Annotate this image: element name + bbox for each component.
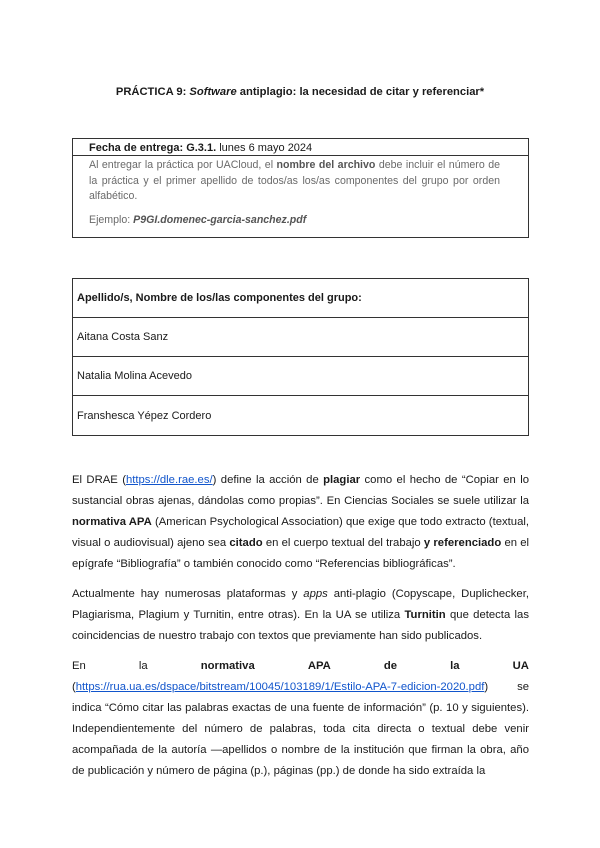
apa-guide-link[interactable]: https://rua.ua.es/dspace/bitstream/10045/103189/1/Estilo-APA-7-edicion-2020.pdf — [75, 681, 485, 693]
delivery-info-box — [72, 138, 529, 238]
apa-paragraph-rest: indica “Cómo citar las palabras exactas de una fuente de información” (p. 10 y siguientes). Independientemente del número de palabras, toda cita directa o textual debe venir acompañada de la autoría —apellidos o nombre de la institución que firman la obra, año de publicación y número de página (p.), páginas (pp.) de donde ha sido extraída la — [72, 702, 529, 777]
delivery-instructions — [73, 156, 528, 228]
delivery-date: Fecha de entrega: G.3.1. lunes 6 mayo 2024 — [73, 139, 528, 156]
filename-instruction: Al entregar la práctica por UACloud, el nombre del archivo debe incluir el número de la práctica y el primer apellido de todos/as los/as componentes del grupo por orden alfabético. — [89, 159, 501, 202]
member-row: Natalia Molina Acevedo — [73, 357, 528, 396]
member-row: Aitana Costa Sanz — [73, 318, 528, 357]
apa-url-line: (https://rua.ua.es/dspace/bitstream/10045/103189/1/Estilo-APA-7-edicion-2020.pdf) se — [72, 681, 529, 693]
paragraph-plagiarism-definition: El DRAE (https://dle.rae.es/) define la acción de plagiar como el hecho de “Copiar en lo sustancial obras ajenas, dándolas como propias”. En Ciencias Sociales se suele utilizar la normativa APA (American Psychological Association) que exige que todo extracto (textual, visual o audiovisual) ajeno sea citado en el cuerpo textual del trabajo y referenciado en el epígrafe “Bibliografía” o también conocido como “Referencias bibliográficas”. — [72, 474, 530, 570]
apa-heading-line: En la normativa APA de la UA — [72, 660, 529, 672]
member-row: Franshesca Yépez Cordero — [77, 409, 212, 422]
group-members-table — [72, 278, 529, 436]
filename-example: Ejemplo: P9GI.domenec-garcia-sanchez.pdf — [89, 213, 307, 226]
body-text — [72, 470, 529, 782]
page-title: PRÁCTICA 9: Software antiplagio: la necesidad de citar y referenciar* — [115, 86, 485, 98]
paragraph-apa-normative — [72, 656, 529, 782]
paragraph-antiplagiarism-apps: Actualmente hay numerosas plataformas y apps anti-plagio (Copyscape, Duplichecker, Plagiarisma, Plagium y Turnitin, entre otras). En la UA se utiliza Turnitin que detecta las coincidencias de nuestro trabajo con textos que previamente han sido publicados. — [72, 588, 529, 642]
members-header: Apellido/s, Nombre de los/las componentes del grupo: — [73, 279, 528, 318]
rae-link[interactable]: https://dle.rae.es/ — [125, 474, 213, 486]
